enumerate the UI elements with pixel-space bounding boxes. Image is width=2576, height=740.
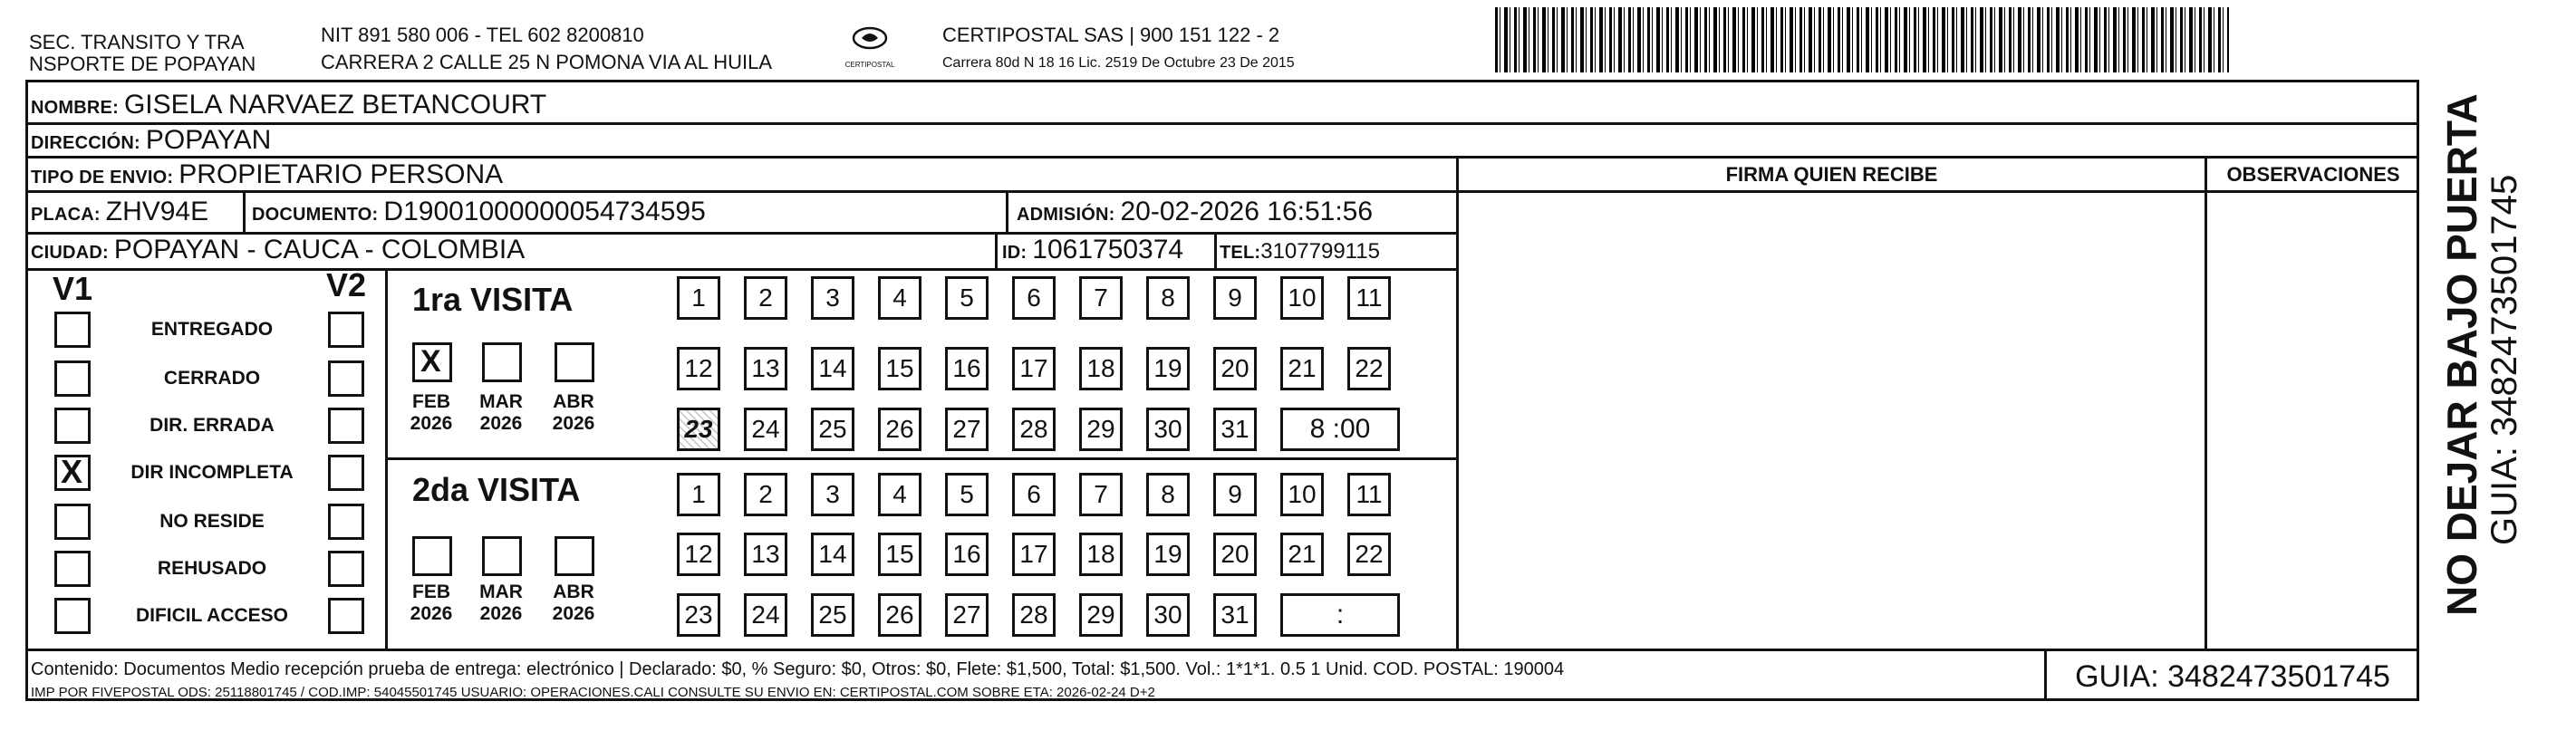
day-box[interactable]: 12 xyxy=(677,347,720,390)
month-label xyxy=(542,581,605,625)
day-box[interactable]: 24 xyxy=(744,408,787,451)
month-checkbox[interactable] xyxy=(482,536,522,576)
company-line: CERTIPOSTAL SAS | 900 151 122 - 2 xyxy=(942,24,1280,46)
time-box[interactable]: : xyxy=(1280,593,1400,637)
reason-label: ENTREGADO xyxy=(150,319,274,340)
license-line: Carrera 80d N 18 16 Lic. 2519 De Octubre 23 De 2015 xyxy=(942,55,1295,71)
day-box[interactable]: 3 xyxy=(811,473,854,516)
month-label xyxy=(400,391,463,435)
document-label: DOCUMENTO: xyxy=(252,205,379,225)
day-box[interactable]: 19 xyxy=(1146,347,1190,390)
time-box[interactable]: 8 :00 xyxy=(1280,408,1400,451)
city-label: CIUDAD: xyxy=(31,243,109,263)
day-box[interactable]: 14 xyxy=(811,533,854,576)
month-label xyxy=(469,581,533,625)
footer-guide: GUIA: 3482473501745 xyxy=(2075,659,2390,694)
type-label: TIPO DE ENVIO: xyxy=(31,168,174,187)
day-box[interactable]: 31 xyxy=(1213,408,1257,451)
document-cell xyxy=(252,196,706,231)
month-year: 2026 xyxy=(479,603,523,624)
day-number: 23 xyxy=(684,415,713,443)
day-box[interactable]: 20 xyxy=(1213,347,1257,390)
day-box[interactable]: 20 xyxy=(1213,533,1257,576)
v2-checkbox[interactable] xyxy=(328,504,364,540)
tel-cell xyxy=(1220,235,1380,269)
day-box[interactable]: 13 xyxy=(744,347,787,390)
day-box[interactable]: 10 xyxy=(1280,276,1324,320)
day-box[interactable]: 16 xyxy=(945,347,989,390)
address-label: DIRECCIÓN: xyxy=(31,133,140,153)
day-box[interactable]: 22 xyxy=(1347,533,1391,576)
side-warning: NO DEJAR BAJO PUERTA xyxy=(2438,93,2485,616)
day-box[interactable]: 11 xyxy=(1347,276,1391,320)
month-name: ABR xyxy=(553,581,594,602)
logo-icon xyxy=(838,24,902,74)
name-label: NOMBRE: xyxy=(31,98,119,118)
month-year: 2026 xyxy=(552,603,595,624)
v2-checkbox[interactable] xyxy=(328,551,364,587)
day-box[interactable]: 9 xyxy=(1213,473,1257,516)
sender-name-line2: NSPORTE DE POPAYAN xyxy=(29,53,256,75)
day-box[interactable]: 26 xyxy=(878,408,921,451)
reason-label: DIR INCOMPLETA xyxy=(130,462,294,483)
recipient-name: GISELA NARVAEZ BETANCOURT xyxy=(123,90,547,120)
day-box[interactable]: 8 xyxy=(1146,276,1190,320)
v2-checkbox[interactable] xyxy=(328,312,364,348)
day-box[interactable]: 23 xyxy=(677,593,720,637)
admission-value: 20-02-2026 16:51:56 xyxy=(1120,197,1374,226)
month-year: 2026 xyxy=(479,413,523,434)
id-label: ID: xyxy=(1002,243,1028,263)
tel-label: TEL: xyxy=(1220,243,1261,263)
day-box[interactable]: 9 xyxy=(1213,276,1257,320)
day-box[interactable]: 2 xyxy=(744,473,787,516)
day-box[interactable]: 22 xyxy=(1347,347,1391,390)
side-guide: GUIA: 3482473501745 xyxy=(2484,174,2524,545)
day-box[interactable]: 11 xyxy=(1347,473,1391,516)
v1-checkbox[interactable] xyxy=(54,504,91,540)
day-box[interactable]: 7 xyxy=(1079,276,1123,320)
v1-checkbox[interactable] xyxy=(54,551,91,587)
observations-area[interactable] xyxy=(2207,192,2419,649)
logo-wordmark: CERTIPOSTAL xyxy=(844,61,895,69)
month-label xyxy=(542,391,605,435)
day-box[interactable]: 29 xyxy=(1079,408,1123,451)
day-box[interactable]: 30 xyxy=(1146,593,1190,637)
imp-line: IMP POR FIVEPOSTAL ODS: 25118801745 / COD.IMP: 54045501745 USUARIO: OPERACIONES.CALI CONSULTE SU ENVIO EN: CERTIPOSTAL.COM SOBRE ETA: 2026-02-24 D+2 xyxy=(31,685,1155,700)
month-checkbox[interactable] xyxy=(555,536,594,576)
day-box[interactable]: 25 xyxy=(811,408,854,451)
document-value: D19001000000054734595 xyxy=(383,197,706,226)
signature-area[interactable] xyxy=(1459,192,2205,649)
v1-checkbox[interactable] xyxy=(54,455,91,491)
v2-checkbox[interactable] xyxy=(328,598,364,634)
sender-nit: NIT 891 580 006 - TEL 602 8200810 xyxy=(321,24,644,46)
admission-label: ADMISIÓN: xyxy=(1017,205,1115,225)
day-box[interactable]: 8 xyxy=(1146,473,1190,516)
observations-header: OBSERVACIONES xyxy=(2226,163,2400,186)
plate-label: PLACA: xyxy=(31,205,101,225)
v2-checkbox[interactable] xyxy=(328,455,364,491)
tel-value: 3107799115 xyxy=(1260,239,1380,264)
v1-checkbox[interactable] xyxy=(54,360,91,397)
month-year: 2026 xyxy=(552,413,595,434)
content-line: Contenido: Documentos Medio recepción prueba de entrega: electrónico | Declarado: $0, % Seguro: $0, Otros: $0, Flete: $1,500, Total: $1,500. Vol.: 1*1*1. 0.5 1 Unid. COD. POSTAL: 190004 xyxy=(31,659,1565,679)
recipient-address-row xyxy=(31,124,271,159)
v1-header: V1 xyxy=(53,270,93,307)
day-box[interactable]: 15 xyxy=(878,347,921,390)
day-box[interactable]: 5 xyxy=(945,276,989,320)
check-mark: X xyxy=(61,453,83,490)
recipient-name-row xyxy=(31,89,546,124)
month-year: 2026 xyxy=(410,413,453,434)
day-box[interactable]: 17 xyxy=(1012,347,1056,390)
day-box[interactable]: 7 xyxy=(1079,473,1123,516)
id-cell xyxy=(1002,234,1183,269)
check-mark: X xyxy=(420,344,441,379)
day-box[interactable]: 26 xyxy=(878,593,921,637)
plate-value: ZHV94E xyxy=(105,197,209,226)
certipostal-logo xyxy=(838,24,902,74)
recipient-address: POPAYAN xyxy=(145,125,272,155)
day-box[interactable] xyxy=(677,408,720,451)
shipment-type: PROPIETARIO PERSONA xyxy=(178,159,504,189)
sender-address: CARRERA 2 CALLE 25 N POMONA VIA AL HUILA xyxy=(321,51,773,73)
signature-header: FIRMA QUIEN RECIBE xyxy=(1725,163,1938,186)
v2-checkbox[interactable] xyxy=(328,360,364,397)
day-box[interactable]: 25 xyxy=(811,593,854,637)
day-box[interactable]: 19 xyxy=(1146,533,1190,576)
city-value: POPAYAN - CAUCA - COLOMBIA xyxy=(113,235,526,264)
day-box[interactable]: 24 xyxy=(744,593,787,637)
day-box[interactable]: 13 xyxy=(744,533,787,576)
month-name: MAR xyxy=(479,391,523,412)
visit1-title: 1ra VISITA xyxy=(412,281,574,318)
day-box[interactable]: 18 xyxy=(1079,533,1123,576)
barcode xyxy=(1495,7,2229,72)
reason-label: DIFICIL ACCESO xyxy=(135,605,288,626)
day-box[interactable]: 30 xyxy=(1146,408,1190,451)
day-box[interactable]: 14 xyxy=(811,347,854,390)
v2-checkbox[interactable] xyxy=(328,408,364,444)
shipment-type-row xyxy=(31,159,503,194)
day-box[interactable]: 6 xyxy=(1012,473,1056,516)
day-box[interactable]: 28 xyxy=(1012,408,1056,451)
day-box[interactable]: 1 xyxy=(677,473,720,516)
day-box[interactable]: 29 xyxy=(1079,593,1123,637)
day-box[interactable]: 31 xyxy=(1213,593,1257,637)
month-label xyxy=(400,581,463,625)
day-box[interactable]: 27 xyxy=(945,593,989,637)
day-box[interactable]: 12 xyxy=(677,533,720,576)
v1-checkbox[interactable] xyxy=(54,312,91,348)
v1-checkbox[interactable] xyxy=(54,598,91,634)
reason-label: CERRADO xyxy=(163,368,261,389)
day-box[interactable]: 15 xyxy=(878,533,921,576)
admission-cell xyxy=(1017,196,1373,231)
month-checkbox[interactable] xyxy=(482,342,522,382)
month-year: 2026 xyxy=(410,603,453,624)
month-checkbox[interactable] xyxy=(412,342,452,382)
day-box[interactable]: 21 xyxy=(1280,347,1324,390)
month-name: MAR xyxy=(479,581,523,602)
month-label xyxy=(469,391,533,435)
day-box[interactable]: 4 xyxy=(878,276,921,320)
day-box[interactable]: 28 xyxy=(1012,593,1056,637)
reason-label: DIR. ERRADA xyxy=(150,415,275,436)
month-name: FEB xyxy=(412,581,450,602)
reason-label: NO RESIDE xyxy=(159,511,265,532)
day-box[interactable]: 6 xyxy=(1012,276,1056,320)
day-box[interactable]: 5 xyxy=(945,473,989,516)
v2-header: V2 xyxy=(326,266,367,303)
reason-label: REHUSADO xyxy=(157,558,267,579)
id-value: 1061750374 xyxy=(1032,235,1184,264)
month-checkbox[interactable] xyxy=(555,342,594,382)
month-checkbox[interactable] xyxy=(412,536,452,576)
visit2-title: 2da VISITA xyxy=(412,471,581,508)
day-box[interactable]: 21 xyxy=(1280,533,1324,576)
day-box[interactable]: 17 xyxy=(1012,533,1056,576)
sender-name-line1: SEC. TRANSITO Y TRA xyxy=(29,31,245,53)
city-cell xyxy=(31,234,525,269)
day-box[interactable]: 27 xyxy=(945,408,989,451)
day-box[interactable]: 2 xyxy=(744,276,787,320)
day-box[interactable]: 18 xyxy=(1079,347,1123,390)
day-box[interactable]: 3 xyxy=(811,276,854,320)
day-box[interactable]: 1 xyxy=(677,276,720,320)
month-name: FEB xyxy=(412,391,450,412)
plate-cell xyxy=(31,196,208,231)
day-box[interactable]: 16 xyxy=(945,533,989,576)
day-box[interactable]: 10 xyxy=(1280,473,1324,516)
v1-checkbox[interactable] xyxy=(54,408,91,444)
month-name: ABR xyxy=(553,391,594,412)
day-box[interactable]: 4 xyxy=(878,473,921,516)
